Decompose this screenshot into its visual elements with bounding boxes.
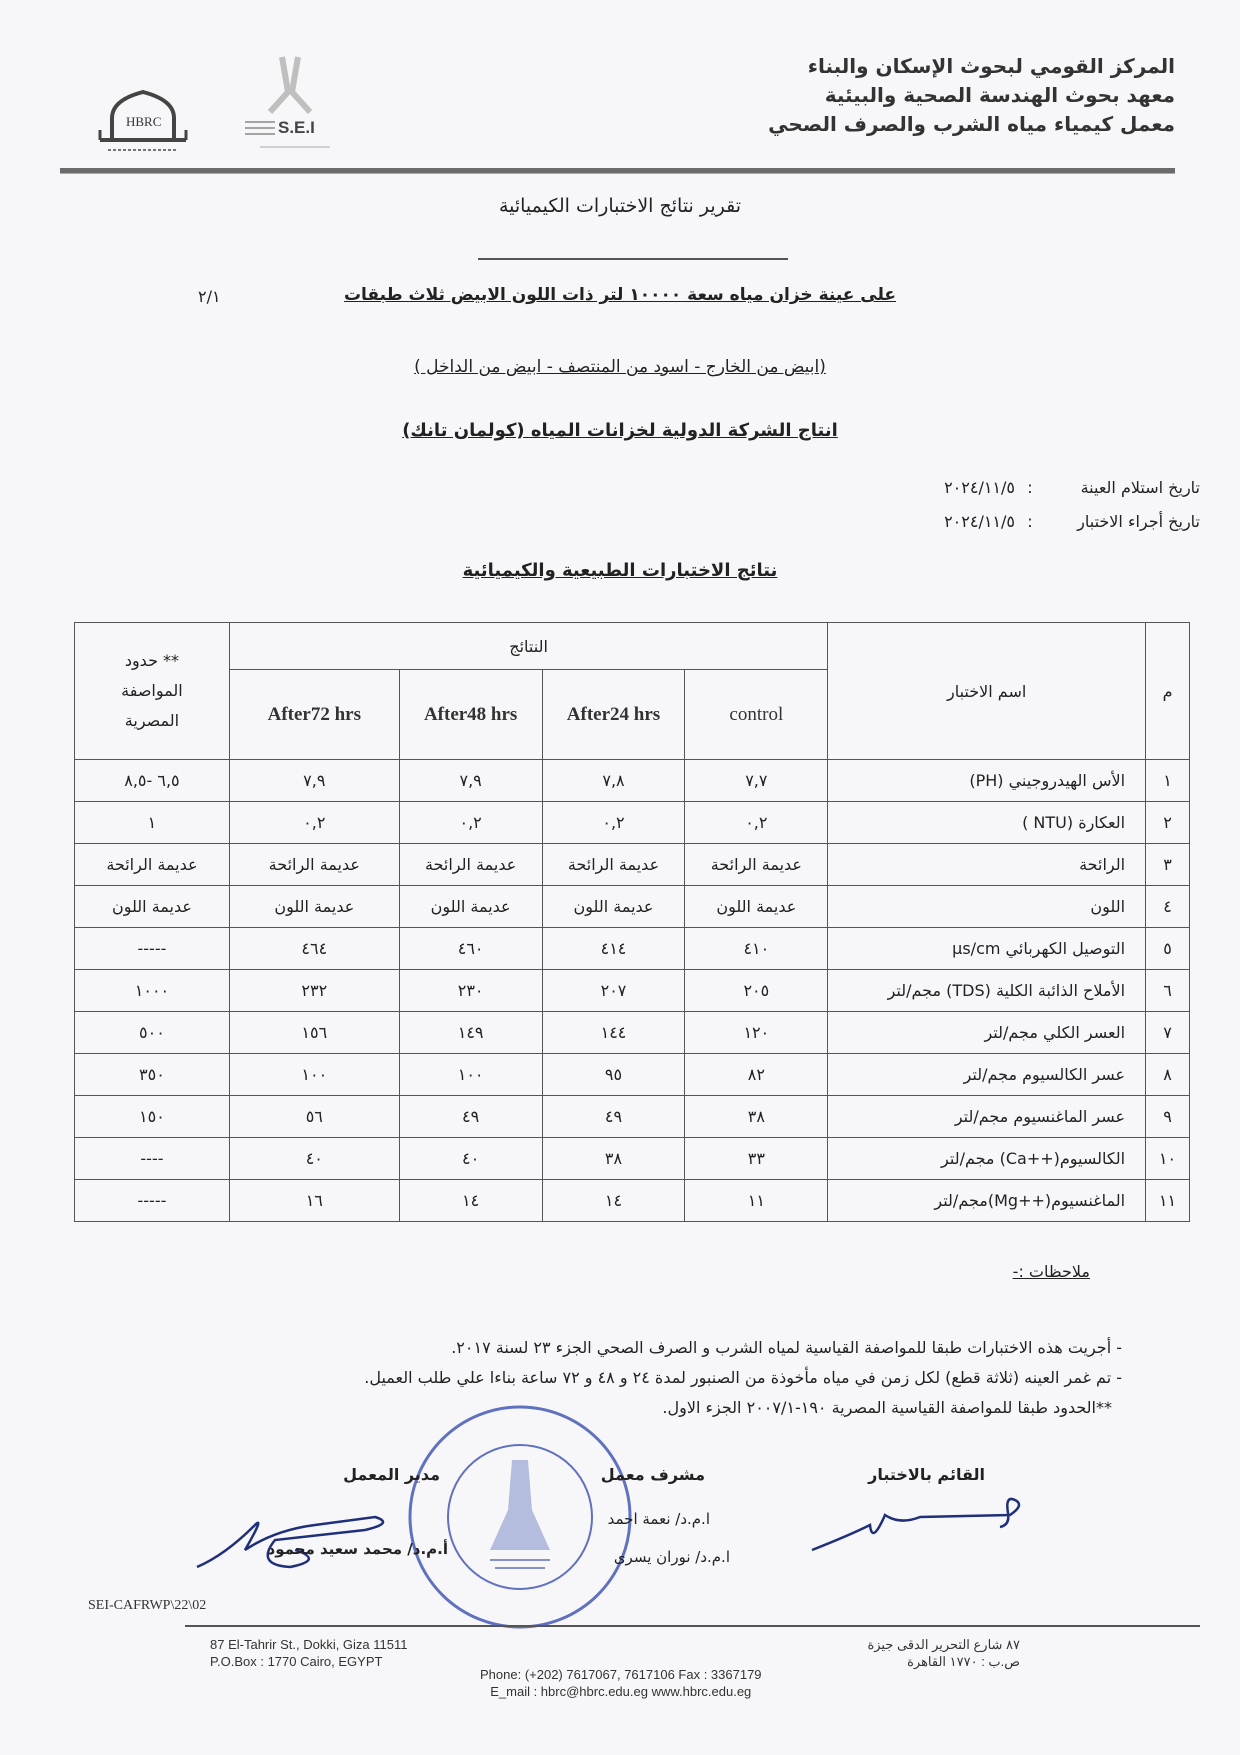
cell-index: ٨	[1146, 1054, 1190, 1096]
institution-stamp	[400, 1400, 640, 1635]
sei-logo-text: S.E.I	[278, 118, 315, 137]
cell-index: ١	[1146, 760, 1190, 802]
table-row	[75, 1054, 1190, 1096]
cell-name: الأس الهيدروجيني (PH)	[828, 760, 1146, 802]
header-results: النتائج	[229, 623, 827, 670]
sample-description: على عينة خزان مياه سعة ١٠٠٠٠ لتر ذات اللون الابيض ثلاث طبقات	[343, 285, 897, 305]
test-date-value: ٢٠٢٤/١١/٥	[944, 512, 1015, 531]
cell-after24: ٩٥	[542, 1054, 685, 1096]
cell-after72: ١٥٦	[229, 1012, 399, 1054]
hbrc-logo-text: HBRC	[126, 114, 162, 129]
cell-name: العسر الكلي مجم/لتر	[828, 1012, 1146, 1054]
cell-name: عسر الماغنسيوم مجم/لتر	[828, 1096, 1146, 1138]
cell-after48: عديمة الرائحة	[399, 844, 542, 886]
tester-signature-icon	[810, 1495, 1040, 1555]
header-limits	[75, 623, 230, 760]
cell-limit: ----	[75, 1138, 230, 1180]
cell-index: ٩	[1146, 1096, 1190, 1138]
cell-after24: ٤٩	[542, 1096, 685, 1138]
cell-name: الرائحة	[828, 844, 1146, 886]
footer-address-ar-line-2: ص.ب : ١٧٧٠ القاهرة	[907, 1654, 1020, 1669]
cell-control: ١١	[685, 1180, 828, 1222]
table-row	[75, 1096, 1190, 1138]
org-line-3: معمل كيمياء مياه الشرب والصرف الصحي	[768, 112, 1175, 136]
header-divider	[60, 168, 1175, 174]
org-line-1: المركز القومي لبحوث الإسكان والبناء	[807, 54, 1175, 78]
cell-index: ١١	[1146, 1180, 1190, 1222]
document-code: SEI-CAFRWP\22\02	[88, 1598, 207, 1613]
cell-index: ٥	[1146, 928, 1190, 970]
cell-limit: ٥٠٠	[75, 1012, 230, 1054]
cell-name: الماغنسيوم(++Mg)مجم/لتر	[828, 1180, 1146, 1222]
footer-address-en	[210, 1636, 408, 1670]
sei-logo-icon	[240, 52, 340, 157]
cell-after72: ١٠٠	[229, 1054, 399, 1096]
cell-limit: -----	[75, 928, 230, 970]
note-3: **الحدود طبقا للمواصفة القياسية المصرية ١٩٠-٢٠٠٧/١ الجزء الاول.	[662, 1398, 1112, 1417]
table-row	[75, 970, 1190, 1012]
cell-control: ٠,٢	[685, 802, 828, 844]
cell-index: ٦	[1146, 970, 1190, 1012]
cell-after24: ٢٠٧	[542, 970, 685, 1012]
cell-index: ٣	[1146, 844, 1190, 886]
results-table	[74, 622, 1190, 1222]
cell-after24: ٣٨	[542, 1138, 685, 1180]
cell-name: التوصيل الكهربائي µs/cm	[828, 928, 1146, 970]
cell-after24: عديمة الرائحة	[542, 844, 685, 886]
supervisor-label: مشرف معمل	[600, 1465, 705, 1484]
results-section-title: نتائج الاختبارات الطبيعية والكيميائية	[462, 560, 778, 581]
supervisor2-name: ا.م.د/ نوران يسرى	[613, 1548, 730, 1566]
test-date-label: تاريخ أجراء الاختبار	[1077, 512, 1200, 531]
header-after24: After24 hrs	[542, 670, 685, 760]
org-header	[768, 52, 1175, 139]
cell-after72: ٧,٩	[229, 760, 399, 802]
notes-label: ملاحظات :-	[1012, 1262, 1090, 1281]
cell-limit: ١٥٠	[75, 1096, 230, 1138]
receipt-date-label: تاريخ استلام العينة	[1080, 478, 1200, 497]
receipt-date-row	[855, 478, 1200, 497]
cell-after48: ٧,٩	[399, 760, 542, 802]
cell-after72: ٤٦٤	[229, 928, 399, 970]
cell-after24: ٠,٢	[542, 802, 685, 844]
org-line-2: معهد بحوث الهندسة الصحية والبيئية	[824, 83, 1175, 107]
title-underline	[478, 258, 788, 260]
cell-limit: ٦,٥ -٨,٥	[75, 760, 230, 802]
table-row	[75, 1180, 1190, 1222]
stamp-seal-icon	[400, 1400, 640, 1635]
cell-index: ١٠	[1146, 1138, 1190, 1180]
cell-after72: ٤٠	[229, 1138, 399, 1180]
cell-control: ٢٠٥	[685, 970, 828, 1012]
layers-description: (ابيض من الخارج - اسود من المنتصف - ابيض من الداخل )	[414, 357, 826, 377]
cell-after72: ٥٦	[229, 1096, 399, 1138]
cell-control: ٣٣	[685, 1138, 828, 1180]
cell-control: ٨٢	[685, 1054, 828, 1096]
hbrc-logo	[98, 90, 188, 160]
cell-control: عديمة اللون	[685, 886, 828, 928]
header-test-name: اسم الاختبار	[828, 623, 1146, 760]
cell-after48: ٤٩	[399, 1096, 542, 1138]
cell-after24: ٤١٤	[542, 928, 685, 970]
receipt-date-value: ٢٠٢٤/١١/٥	[944, 478, 1015, 497]
header-limits-line-2: المواصفة	[121, 681, 183, 700]
cell-limit: ١	[75, 802, 230, 844]
cell-index: ٤	[1146, 886, 1190, 928]
table-row	[75, 760, 1190, 802]
footer-address-line-1: 87 El-Tahrir St., Dokki, Giza 11511	[210, 1637, 408, 1652]
cell-name: الأملاح الذائبة الكلية (TDS) مجم/لتر	[828, 970, 1146, 1012]
manager-name: أ.م.د/ محمد سعيد محمود	[267, 1540, 448, 1558]
cell-limit: عديمة الرائحة	[75, 844, 230, 886]
header-after48: After48 hrs	[399, 670, 542, 760]
cell-index: ٧	[1146, 1012, 1190, 1054]
sei-logo	[240, 52, 340, 157]
cell-index: ٢	[1146, 802, 1190, 844]
tester-label: القائم بالاختبار	[868, 1465, 985, 1484]
cell-after48: ١٤٩	[399, 1012, 542, 1054]
cell-limit: ١٠٠٠	[75, 970, 230, 1012]
cell-name: الكالسيوم(++Ca) مجم/لتر	[828, 1138, 1146, 1180]
cell-after48: ١٤	[399, 1180, 542, 1222]
cell-after48: ١٠٠	[399, 1054, 542, 1096]
cell-after48: ٤٦٠	[399, 928, 542, 970]
supervisor-name: ا.م.د/ نعمة احمد	[607, 1510, 710, 1528]
footer-email: E_mail : hbrc@hbrc.edu.eg www.hbrc.edu.eg	[490, 1684, 752, 1699]
table-row	[75, 886, 1190, 928]
footer-divider	[185, 1625, 1200, 1627]
cell-limit: عديمة اللون	[75, 886, 230, 928]
cell-name: العكارة (NTU )	[828, 802, 1146, 844]
cell-after24: ٧,٨	[542, 760, 685, 802]
footer-contact	[480, 1666, 762, 1700]
cell-name: اللون	[828, 886, 1146, 928]
footer-address-line-2: P.O.Box : 1770 Cairo, EGYPT	[210, 1654, 383, 1669]
cell-after72: عديمة الرائحة	[229, 844, 399, 886]
cell-name: عسر الكالسيوم مجم/لتر	[828, 1054, 1146, 1096]
cell-after48: ٤٠	[399, 1138, 542, 1180]
footer-phone: Phone: (+202) 7617067, 7617106 Fax : 3367179	[480, 1667, 762, 1682]
header-control: control	[685, 670, 828, 760]
footer-address-ar-line-1: ٨٧ شارع التحرير الدقى جيزة	[867, 1637, 1020, 1652]
header-after72: After72 hrs	[229, 670, 399, 760]
cell-after72: ٢٣٢	[229, 970, 399, 1012]
test-date-row	[855, 512, 1200, 531]
producer-line: انتاج الشركة الدولية لخزانات المياه (كولمان تانك)	[402, 420, 838, 441]
cell-after48: ٢٣٠	[399, 970, 542, 1012]
page-number: ٢/١	[198, 287, 221, 306]
note-2: - تم غمر العينه (ثلاثة قطع) لكل زمن في مياه مأخوذة من الصنبور لمدة ٢٤ و ٤٨ و ٧٢ ساعة بناءا علي طلب العميل.	[364, 1368, 1122, 1387]
header-index: م	[1146, 623, 1190, 760]
colon: :	[1027, 478, 1033, 497]
cell-after72: ٠,٢	[229, 802, 399, 844]
cell-control: ١٢٠	[685, 1012, 828, 1054]
table-row	[75, 844, 1190, 886]
cell-after24: ١٤	[542, 1180, 685, 1222]
cell-control: ٧,٧	[685, 760, 828, 802]
cell-after24: عديمة اللون	[542, 886, 685, 928]
header-limits-line-3: المصرية	[124, 711, 180, 730]
cell-limit: ٣٥٠	[75, 1054, 230, 1096]
table-row	[75, 1012, 1190, 1054]
cell-after48: عديمة اللون	[399, 886, 542, 928]
cell-after72: ١٦	[229, 1180, 399, 1222]
cell-control: ٣٨	[685, 1096, 828, 1138]
cell-after24: ١٤٤	[542, 1012, 685, 1054]
cell-control: عديمة الرائحة	[685, 844, 828, 886]
report-title: تقرير نتائج الاختبارات الكيميائية	[498, 195, 742, 217]
manager-label: مدير المعمل	[343, 1465, 440, 1484]
table-row	[75, 802, 1190, 844]
cell-after72: عديمة اللون	[229, 886, 399, 928]
colon: :	[1027, 512, 1033, 531]
cell-limit: -----	[75, 1180, 230, 1222]
note-1: - أجريت هذه الاختبارات طبقا للمواصفة القياسية لمياه الشرب و الصرف الصحي الجزء ٢٣ لسنة ٢٠١٧.	[451, 1338, 1122, 1357]
footer-address-ar	[867, 1636, 1020, 1670]
header-limits-line-1: ** حدود	[124, 651, 180, 670]
table-row	[75, 1138, 1190, 1180]
cell-after48: ٠,٢	[399, 802, 542, 844]
cell-control: ٤١٠	[685, 928, 828, 970]
table-row	[75, 928, 1190, 970]
